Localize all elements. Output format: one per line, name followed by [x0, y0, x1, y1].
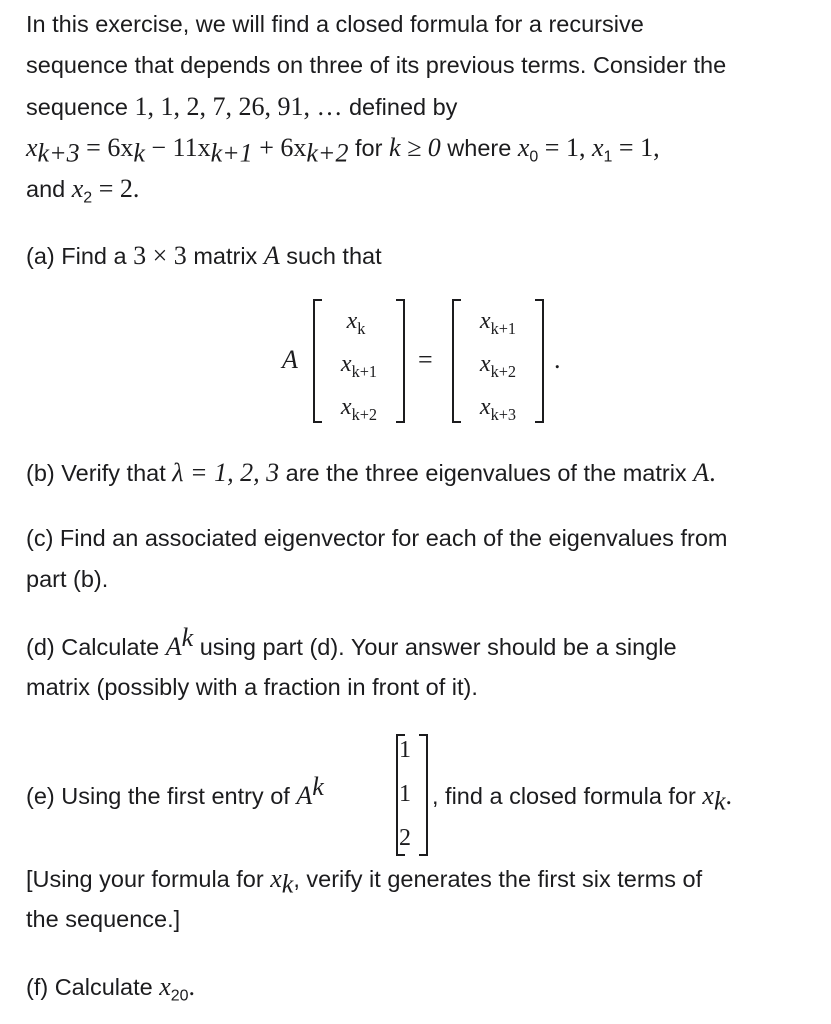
part-c-line-1: (c) Find an associated eigenvector for each of the eigenvalues from [26, 525, 728, 551]
intro-line-3: sequence 1, 1, 2, 7, 26, 91, … defined by [26, 92, 458, 121]
part-a-line: (a) Find a 3 × 3 matrix A such that [26, 241, 382, 270]
intro-line-1: In this exercise, we will find a closed formula for a recursive [26, 11, 644, 37]
note-line-1: [Using your formula for $x_k$, verify it generates the first six terms of [26, 864, 703, 899]
equals-sign: = [418, 345, 433, 374]
left-vector-entry-3: $x_{k+2}$ [340, 394, 378, 424]
part-c-line-2: part (b). [26, 566, 109, 592]
part-e-line: (e) Using the first entry of $A^k$ [26, 772, 324, 810]
vector-bracket-right [419, 734, 428, 856]
part-d-line-1: (d) Calculate $A^k$ using part (d). Your answer should be a single [26, 623, 677, 661]
matrix-A-label: A [282, 345, 298, 374]
right-vector-entry-3: $x_{k+3}$ [479, 394, 517, 424]
vector-entry-3: 2 [399, 825, 411, 851]
intro-line-2: sequence that depends on three of its previous terms. Consider the [26, 52, 727, 78]
right-vector-entry-2: $x_{k+2}$ [479, 351, 517, 381]
part-d-line-2: matrix (possibly with a fraction in front of it). [26, 674, 478, 700]
equation-period: . [554, 345, 561, 374]
recurrence-line: $x_{k+3} = 6x_k - 11x_{k+1} + 6x_{k+2}$ for k ≥ 0 where $x_0 = 1$, $x_1 = 1$, [26, 133, 660, 168]
sequence-terms: 1, 1, 2, 7, 26, 91, … [134, 92, 343, 121]
left-vector-bracket-right [396, 299, 405, 423]
vector-entry-1: 1 [399, 737, 411, 763]
part-f-line: (f) Calculate $x_{20}$. [26, 972, 196, 1005]
part-e-block [26, 728, 821, 858]
right-vector-entry-1: $x_{k+1}$ [479, 308, 517, 338]
left-vector-entry-2: $x_{k+1}$ [340, 351, 378, 381]
part-b-line: (b) Verify that λ = 1, 2, 3 are the three eigenvalues of the matrix A. [26, 458, 716, 487]
initial-conditions-line: and $x_2 = 2$. [26, 174, 140, 207]
vector-entry-2: 1 [399, 781, 411, 807]
left-vector-entry-1: $x_k$ [346, 308, 366, 338]
right-vector-bracket-right [535, 299, 544, 423]
matrix-equation [26, 295, 821, 435]
note-line-2: the sequence.] [26, 906, 181, 932]
part-e-line-end: , find a closed formula for $x_k$. [432, 781, 732, 816]
